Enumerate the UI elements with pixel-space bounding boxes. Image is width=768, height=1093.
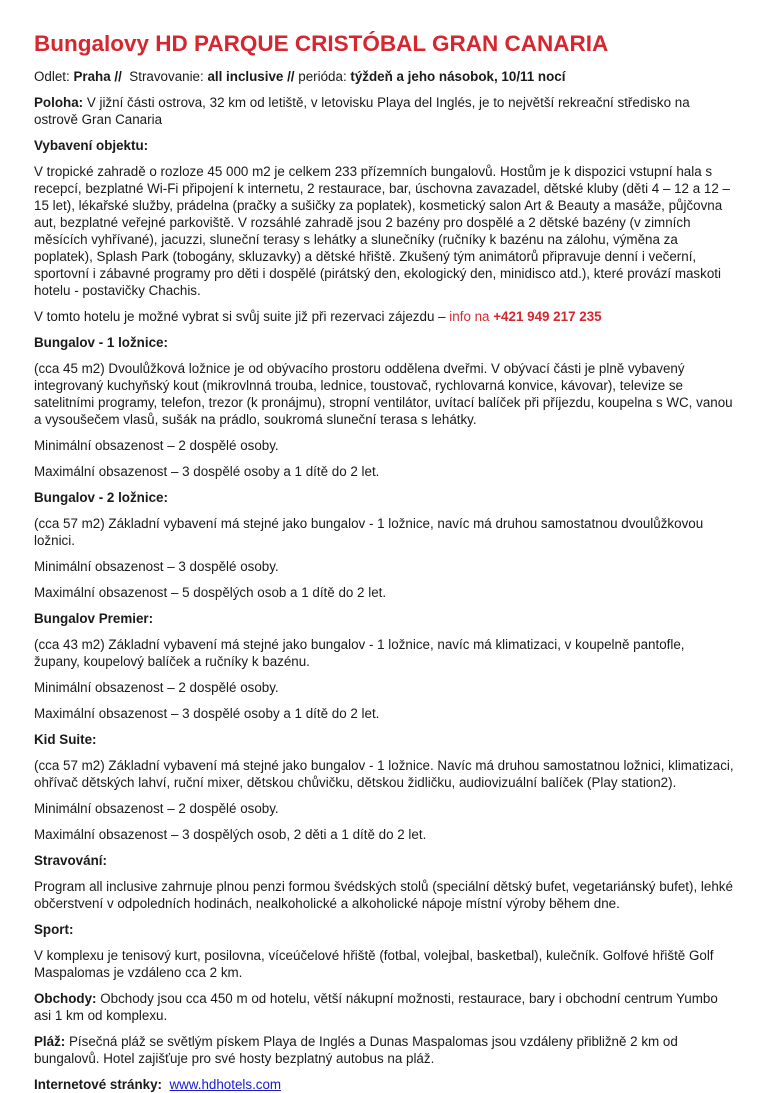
facilities-heading: Vybavení objektu:	[34, 138, 149, 153]
room-3-min-occupancy: Minimální obsazenost – 2 dospělé osoby.	[34, 680, 279, 695]
room-1-description: (cca 45 m2) Dvoulůžková ložnice je od obývacího prostoru oddělena dveřmi. V obývací části je plně vybavený integrovaný kuchyňský kout (mikrovlnná trouba, lednice, toustovač, rychlovarná konvice, kávovar), televize se satelitními programy, telefon, trezor (k pronájmu), stropní ventilátor, uvítací balíček při příjezdu, koupelna s WC, vanou a vysoušečem vlasů, sušák na prádlo, soukromá sluneční terasa s lehátky.	[34, 361, 733, 427]
web-label: Internetové stránky:	[34, 1077, 162, 1092]
departure-value: Praha //	[73, 69, 122, 84]
period-value: týždeň a jeho násobok, 10/11 nocí	[350, 69, 566, 84]
website-link[interactable]: www.hdhotels.com	[169, 1077, 282, 1092]
room-2-max-occupancy: Maximální obsazenost – 5 dospělých osob a 1 dítě do 2 let.	[34, 585, 387, 600]
period-label: perióda:	[294, 69, 351, 84]
location-paragraph	[34, 94, 734, 128]
room-2-min-occupancy: Minimální obsazenost – 3 dospělé osoby.	[34, 559, 279, 574]
room-1-max-occupancy: Maximální obsazenost – 3 dospělé osoby a 1 dítě do 2 let.	[34, 464, 380, 479]
sport-heading: Sport:	[34, 922, 74, 937]
booking-text: V tomto hotelu je možné vybrat si svůj suite již při rezervaci zájezdu –	[34, 309, 450, 324]
booking-phone: +421 949 217 235	[493, 309, 602, 324]
room-4-description: (cca 57 m2) Základní vybavení má stejné jako bungalov - 1 ložnice. Navíc má druhou samostatnou ložnici, klimatizaci, ohřívač dětských lahví, ruční mixer, dětskou chůvičku, dětskou židličku, audiovizuální balíček (Play station2).	[34, 758, 734, 790]
room-4-heading: Kid Suite:	[34, 732, 97, 747]
facilities-text: V tropické zahradě o rozloze 45 000 m2 je celkem 233 přízemních bungalovů. Hostům je k dispozici vstupní hala s recepcí, bezplatné Wi-Fi připojení k internetu, 2 restaurace, bar, úschovna zavazadel, dětské kluby (děti 4 – 12 a 12 – 15 let), lékařské služby, prádelna (pračky a sušičky za poplatek), kosmetický salon Art & Beauty a masáže, půjčovna aut, bezplatné veřejné parkoviště. V rozsáhlé zahradě jsou 2 bazény pro dospělé a 2 dětské bazény (v zimních měsících vyhřívané), jacuzzi, sluneční terasy s lehátky a slunečníky (ručníky k bazénu na zálohu, výměna za poplatek), Splash Park (tobogány, skluzavky) a dětské hřiště. Zkušený tým animátorů připravuje denní i večerní, sportovní i zábavné programy pro děti i dospělé (pirátský den, ekologický den, minidisco atd.), které provází maskoti hotelu - postavičky Chachis.	[34, 164, 730, 298]
room-3-max-occupancy: Maximální obsazenost – 3 dospělé osoby a 1 dítě do 2 let.	[34, 706, 380, 721]
room-3-description: (cca 43 m2) Základní vybavení má stejné jako bungalov - 1 ložnice, navíc má klimatizaci, v koupelně pantofle, župany, koupelový balíček a ručníky k bazénu.	[34, 637, 685, 669]
location-text: V jižní části ostrova, 32 km od letiště, v letovisku Playa del Inglés, je to největší rekreační středisko na ostrově Gran Canaria	[34, 95, 690, 127]
room-1-min-occupancy: Minimální obsazenost – 2 dospělé osoby.	[34, 438, 279, 453]
room-4-min-occupancy: Minimální obsazenost – 2 dospělé osoby.	[34, 801, 279, 816]
beach-paragraph	[34, 1033, 734, 1067]
board-label: Stravovanie:	[129, 69, 208, 84]
boarding-heading: Stravování:	[34, 853, 107, 868]
boarding-text: Program all inclusive zahrnuje plnou penzi formou švédských stolů (speciální dětský bufet, vegetariánský bufet), lehké občerstvení v odpoledních hodinách, nealkoholické a alkoholické nápoje místní výroby během dne.	[34, 879, 733, 911]
room-2-heading: Bungalov - 2 ložnice:	[34, 490, 168, 505]
sport-text: V komplexu je tenisový kurt, posilovna, víceúčelové hřiště (fotbal, volejbal, basketbal), kulečník. Golfové hřiště Golf Maspalomas je vzdáleno cca 2 km.	[34, 948, 714, 980]
beach-label: Pláž:	[34, 1034, 66, 1049]
room-3-heading: Bungalov Premier:	[34, 611, 154, 626]
page-title: Bungalovy HD PARQUE CRISTÓBAL GRAN CANARIA	[34, 31, 609, 56]
shops-label: Obchody:	[34, 991, 97, 1006]
departure-label: Odlet:	[34, 69, 74, 84]
room-2-description: (cca 57 m2) Základní vybavení má stejné jako bungalov - 1 ložnice, navíc má druhou samostatnou dvoulůžkovou ložnici.	[34, 516, 704, 548]
shops-text: Obchody jsou cca 450 m od hotelu, větší nákupní možnosti, restaurace, bary i obchodní centrum Yumbo asi 1 km od komplexu.	[34, 991, 718, 1023]
board-value: all inclusive //	[207, 69, 295, 84]
beach-text: Písečná pláž se světlým pískem Playa de Inglés a Dunas Maspalomas jsou vzdáleny přibližně 2 km od bungalovů. Hotel zajišťuje pro své hosty bezplatný autobus na pláž.	[34, 1034, 678, 1066]
location-label: Poloha:	[34, 95, 84, 110]
web-paragraph	[34, 1076, 734, 1093]
shops-paragraph	[34, 990, 734, 1024]
room-1-heading: Bungalov - 1 ložnice:	[34, 335, 168, 350]
booking-info: info na	[449, 309, 494, 324]
trip-info	[34, 68, 734, 85]
room-4-max-occupancy: Maximální obsazenost – 3 dospělých osob, 2 děti a 1 dítě do 2 let.	[34, 827, 427, 842]
booking-paragraph	[34, 308, 734, 325]
